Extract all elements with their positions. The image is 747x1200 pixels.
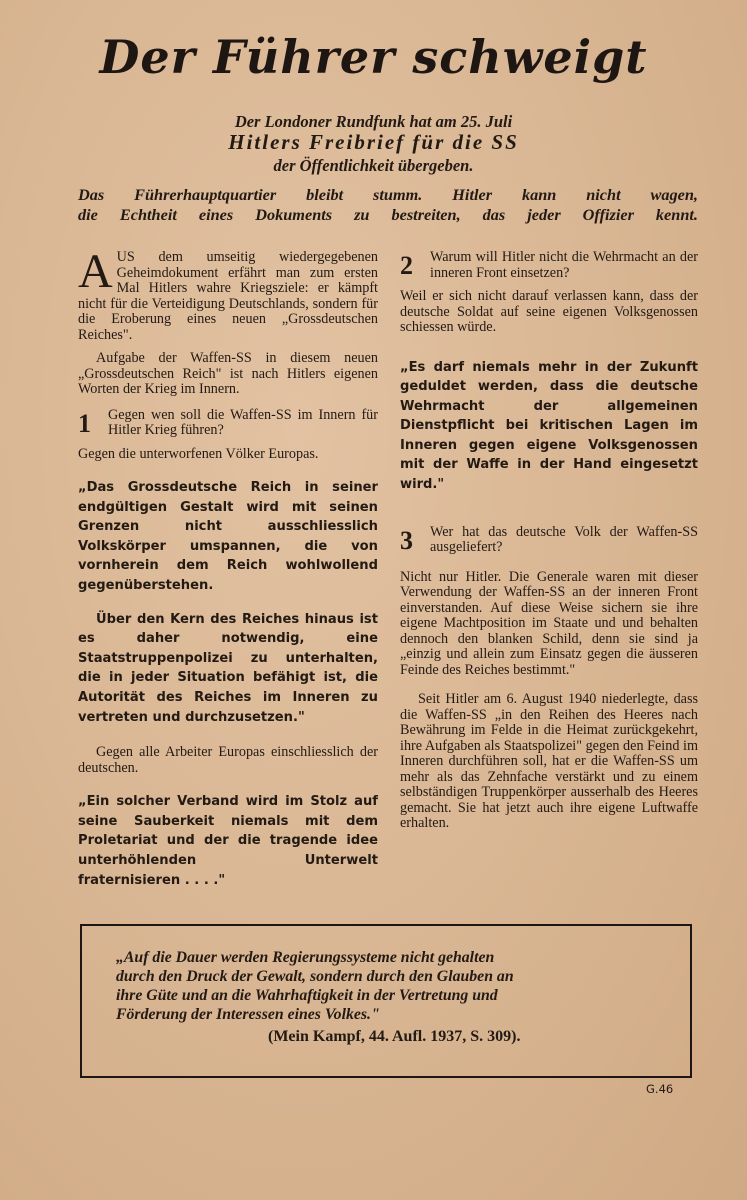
quote-proletariat: „Ein solcher Verband wird im Stolz auf seine Sauberkeit niemals mit dem Proletariat und der die tragende idee unterhöhlenden Unterwelt fraternisieren . . . ." <box>78 794 378 888</box>
subheadline-broadcast: Der Londoner Rundfunk hat am 25. Juli <box>234 112 513 131</box>
answer-1: Gegen die unterworfenen Völker Europas. <box>78 445 319 462</box>
dropcap-letter: A <box>78 245 113 298</box>
question-3 <box>400 525 698 556</box>
lead-line: die Echtheit eines Dokuments zu bestreiten, das jeder Offizier kennt. <box>78 205 698 224</box>
quote-wehrmacht: „Es darf niemals mehr in der Zukunft geduldet werden, dass die deutsche Wehrmacht der allgemeinen Dienstpflicht bei kritischen Lagen im Inneren gegen eigene Volksgenossen mit der Waffe in der Hand eingesetzt wird." <box>400 359 698 493</box>
left-column <box>78 245 378 890</box>
box-quote-line: „Auf die Dauer werden Regierungssysteme nicht gehalten <box>116 949 495 966</box>
box-quote-source: (Mein Kampf, 44. Aufl. 1937, S. 309). <box>268 1028 521 1045</box>
question-number: 3 <box>400 525 413 555</box>
mein-kampf-quote-box <box>80 924 692 1078</box>
box-quote-text <box>116 948 664 1024</box>
answer-3: Nicht nur Hitler. Die Generale waren mit dieser Verwendung der Waffen-SS an der inneren Front einverstanden. Auf diese Weise sichern sie ihre eigene Machtposition im Staate und und behalten dennoch den blanken Schild, denn sie sind ja „einzig und allein zum Einsatz gegen die äusseren Feinde des Reiches bestimmt." <box>400 568 698 678</box>
box-quote-line: Förderung der Interessen eines Volkes." <box>116 1006 380 1023</box>
question-1 <box>78 408 378 439</box>
intro-block <box>78 245 378 343</box>
question-number: 2 <box>400 251 413 280</box>
right-column <box>400 250 698 832</box>
august-1940-paragraph: Seit Hitler am 6. August 1940 niederlegte, dass die Waffen-SS „in den Reihen des Heeres nach Bewährung im Felde in die Heimat zurückgekehrt, ihre Aufgaben als Staatspolizei" gegen den Feind im Inneren durchführen soll, hat er die Waffen-SS um mehr als das Zehnfache verstärkt und zu einem selbständigen Truppenkörper ausserhalb des Heeres gemacht. Sie hat jetzt auch ihre eigene Luftwaffe erhalten. <box>400 691 698 832</box>
box-quote-line: ihre Güte und an die Wahrhaftigkeit in der Vertretung und <box>116 987 498 1004</box>
quote-staatstruppenpolizei: Über den Kern des Reiches hinaus ist es daher notwendig, eine Staatstruppenpolizei zu unterhalten, die in jeder Situation befähigt ist, die Autorität des Reiches im Inneren zu vertreten und durchzusetzen." <box>78 611 378 725</box>
workers-paragraph: Gegen alle Arbeiter Europas einschliesslich der deutschen. <box>78 744 378 776</box>
question-text: Wer hat das deutsche Volk der Waffen-SS ausgeliefert? <box>430 524 698 556</box>
lead-paragraph <box>78 185 698 225</box>
subheadline-freibrief: Hitlers Freibrief für die SS <box>228 130 519 154</box>
headline: Der Führer schweigt <box>99 30 648 84</box>
quote-reich: „Das Grossdeutsche Reich in seiner endgültigen Gestalt wird mit seinen Grenzen nicht ausschliesslich Volkskörper umspannen, die von vornherein dem Reich wohlwollend gegenüberstehen. <box>78 480 378 593</box>
answer-2: Weil er sich nicht darauf verlassen kann, dass der deutsche Soldat auf seine eigenen Volksgenossen schiessen würde. <box>400 288 698 335</box>
box-quote-line: durch den Druck der Gewalt, sondern durch den Glauben an <box>116 968 514 985</box>
question-2 <box>400 250 698 281</box>
print-code: G.46 <box>646 1082 674 1096</box>
question-text: Warum will Hitler nicht die Wehrmacht an der inneren Front einsetzen? <box>430 250 698 281</box>
intro-paragraph: US dem umseitig wiedergegebenen Geheimdokument erfährt man zum ersten Mal Hitlers wahre Kriegsziele: er kämpft nicht für die Verteidigung Deutschlands, sondern für die Eroberung eines neuen „Grossdeutschen Reiches". <box>78 249 378 343</box>
question-text: Gegen wen soll die Waffen-SS im Innern für Hitler Krieg führen? <box>108 407 378 438</box>
question-number: 1 <box>78 408 91 438</box>
subheadline-public: der Öffentlichkeit übergeben. <box>273 156 474 175</box>
waffen-ss-task-paragraph: Aufgabe der Waffen-SS in diesem neuen „Grossdeutschen Reich" ist nach Hitlers eigenen Worten der Krieg im Innern. <box>78 350 378 397</box>
lead-line: Das Führerhauptquartier bleibt stumm. Hitler kann nicht wagen, <box>78 185 698 204</box>
